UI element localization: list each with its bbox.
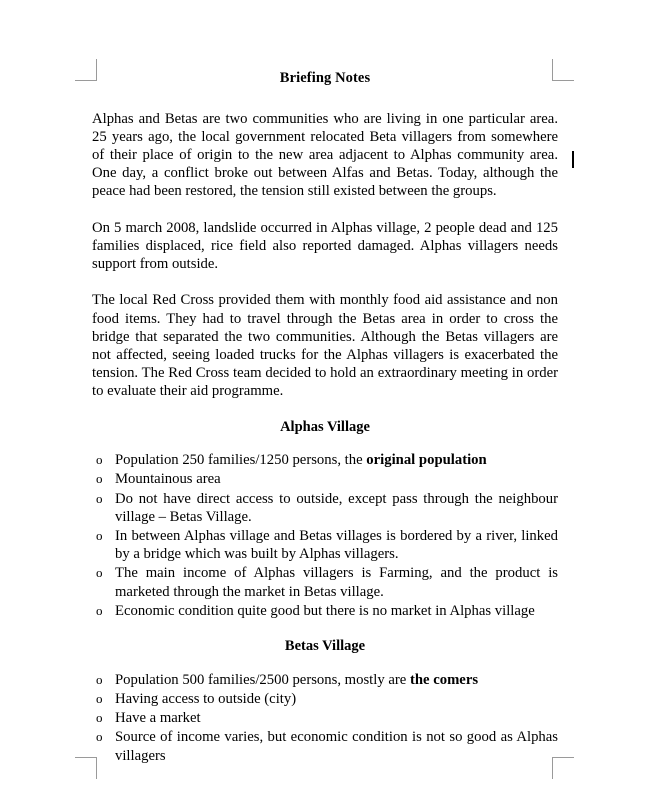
bullet-marker-icon: o [96, 528, 103, 543]
section-heading-betas-village: Betas Village [284, 638, 366, 655]
bullet-marker-icon: o [96, 490, 103, 506]
page-title: Briefing Notes [279, 70, 371, 86]
list-item [92, 451, 558, 469]
bullet-marker-icon: o [96, 452, 103, 468]
bullet-list-betas-village [92, 671, 558, 765]
bullet-list-alphas-village [92, 451, 558, 620]
section-heading-alphas-village: Alphas Village [280, 418, 370, 435]
list-item-text: In between Alphas village and Betas villages is bordered by a river, linked by a bridge which was built by Alphas villagers. [115, 528, 558, 563]
list-item-text: The main income of Alphas villagers is Farming, and the product is marketed through the market in Betas village. [115, 565, 558, 600]
list-item-text: Population 500 families/2500 persons, mostly are [115, 671, 410, 688]
bullet-marker-icon: o [96, 471, 103, 487]
bullet-marker-icon: o [96, 729, 103, 745]
list-item [92, 709, 558, 727]
bullet-marker-icon: o [96, 690, 103, 706]
document-content [92, 70, 558, 766]
paragraph-1: Alphas and Betas are two communities who are living in one particular area. 25 years ago, the local government relocated Beta villagers from somewhere of their place of origin to the new area adjacent to Alphas community area. One day, a conflict broke out between Alfas and Betas. Today, although the peace had been restored, the tension still existed between the groups. [92, 110, 558, 200]
list-item-text: Having access to outside (city) [115, 690, 297, 707]
revision-change-bar [572, 151, 574, 168]
list-item [92, 490, 558, 526]
list-item-emphasis: the comers [409, 671, 479, 688]
paragraph-2: On 5 march 2008, landslide occurred in Alphas village, 2 people dead and 125 families displaced, rice field also reported damaged. Alphas villagers needs support from outside. [92, 219, 558, 273]
bullet-marker-icon: o [96, 565, 103, 581]
bullet-marker-icon: o [96, 602, 103, 618]
list-item-text: Do not have direct access to outside, except pass through the neighbour village – Betas Village. [115, 490, 558, 525]
bullet-marker-icon: o [96, 671, 103, 687]
list-item [92, 690, 558, 708]
list-item-emphasis: original population [366, 452, 487, 469]
list-item-text: Have a market [115, 710, 201, 727]
list-item [92, 728, 558, 764]
list-item [92, 564, 558, 600]
list-item [92, 527, 558, 563]
list-item-text: Economic condition quite good but there is no market in Alphas village [115, 602, 535, 619]
list-item [92, 602, 558, 620]
list-item-text: Mountainous area [115, 471, 221, 488]
bullet-marker-icon: o [96, 710, 103, 726]
list-item [92, 470, 558, 488]
list-item-text: Population 250 families/1250 persons, the [115, 452, 367, 469]
list-item [92, 671, 558, 689]
list-item-text: Source of income varies, but economic condition is not so good as Alphas villagers [115, 729, 558, 764]
paragraph-3: The local Red Cross provided them with monthly food aid assistance and non food items. They had to travel through the Betas area in order to cross the bridge that separated the two communities. Although the Betas villagers are not affected, seeing loaded trucks for the Alphas villagers is exacerbated the tension. The Red Cross team decided to hold an extraordinary meeting in order to evaluate their aid programme. [92, 292, 558, 400]
